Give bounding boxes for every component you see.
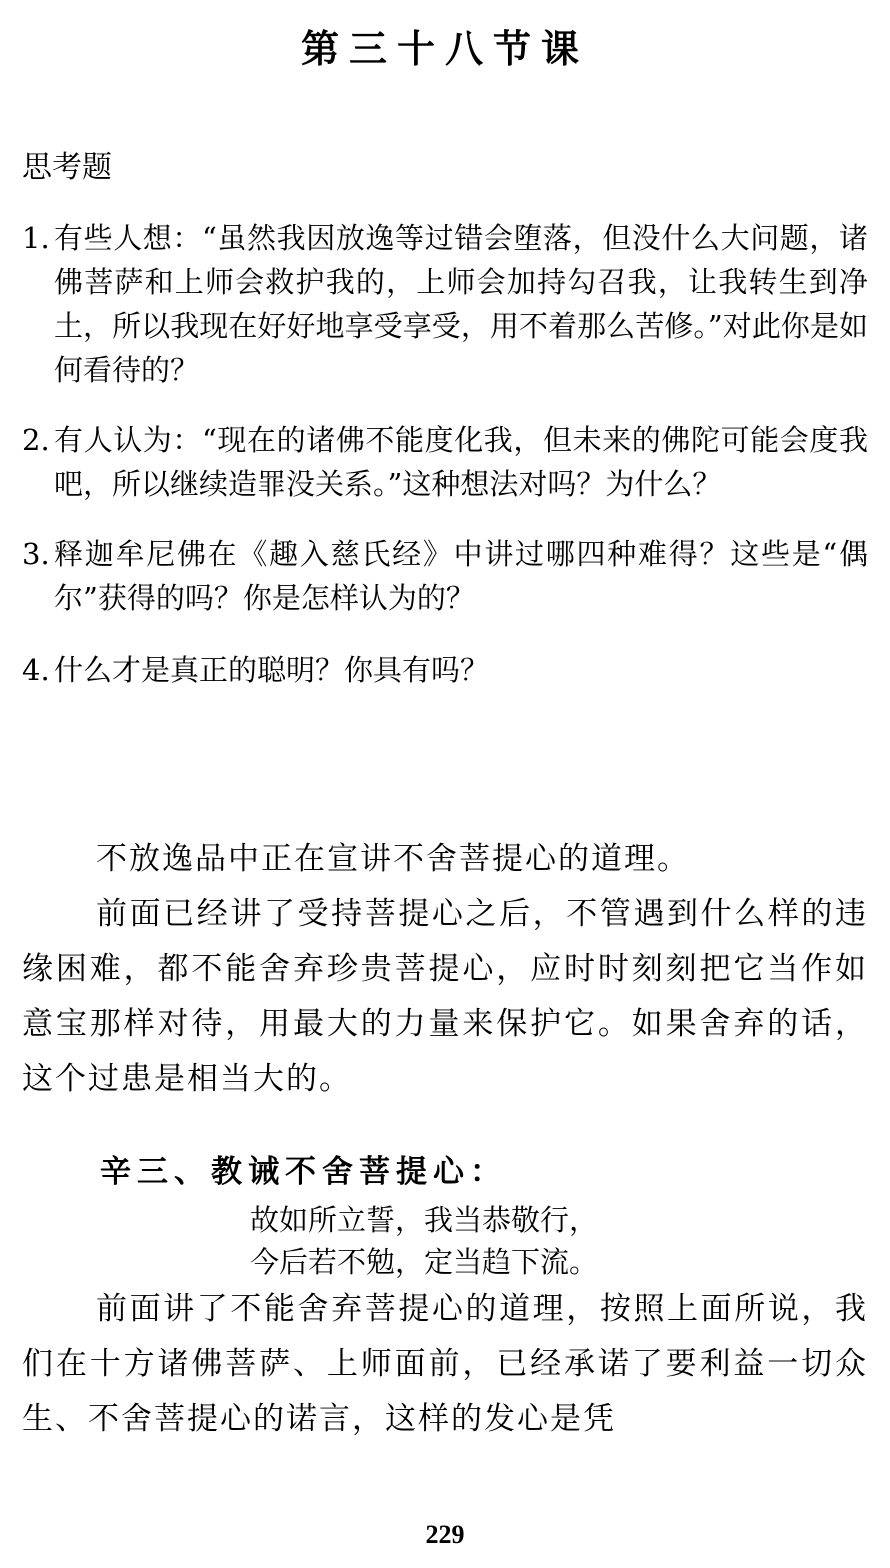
question-item-4 xyxy=(22,648,868,692)
question-number: 4. xyxy=(22,653,50,687)
question-number: 1. xyxy=(22,221,50,255)
page-number: 229 xyxy=(425,1520,465,1549)
verse-line-1: 故如所立誓，我当恭敬行， xyxy=(250,1203,599,1237)
body-paragraph-2: 前面已经讲了受持菩提心之后，不管遇到什么样的违缘困难，都不能舍弃珍贵菩提心，应时时刻刻把它当作如意宝那样对待，用最大的力量来保护它。如果舍弃的话，这个过患是相当大的。 xyxy=(22,896,868,1097)
section-heading: 辛三、教诫不舍菩提心： xyxy=(100,1154,507,1190)
question-number: 2. xyxy=(22,423,50,457)
question-text: 有些人想：“虽然我因放逸等过错会堕落，但没什么大问题，诸佛菩萨和上师会救护我的，上师会加持勾召我，让我转生到净土，所以我现在好好地享受享受，用不着那么苦修。”对此你是如何看待的？ xyxy=(54,221,868,387)
question-number: 3. xyxy=(22,537,50,571)
question-item-1 xyxy=(22,216,868,392)
chapter-title: 第三十八节课 xyxy=(300,27,589,71)
question-text: 有人认为：“现在的诸佛不能度化我，但未来的佛陀可能会度我吧，所以继续造罪没关系。”这种想法对吗？为什么？ xyxy=(54,423,868,501)
questions-header: 思考题 xyxy=(22,150,112,185)
question-text: 什么才是真正的聪明？你具有吗？ xyxy=(54,653,490,687)
question-text: 释迦牟尼佛在《趣入慈氏经》中讲过哪四种难得？这些是“偶尔”获得的吗？你是怎样认为的？ xyxy=(54,537,868,615)
question-item-2 xyxy=(22,418,868,506)
body-paragraph-3: 前面讲了不能舍弃菩提心的道理，按照上面所说，我们在十方诸佛菩萨、上师面前，已经承诺了要利益一切众生、不舍菩提心的诺言，这样的发心是凭 xyxy=(22,1291,868,1437)
question-item-3 xyxy=(22,532,868,620)
verse-line-2: 今后若不勉，定当趋下流。 xyxy=(250,1245,599,1279)
body-paragraph-1: 不放逸品中正在宣讲不舍菩提心的道理。 xyxy=(96,841,690,877)
